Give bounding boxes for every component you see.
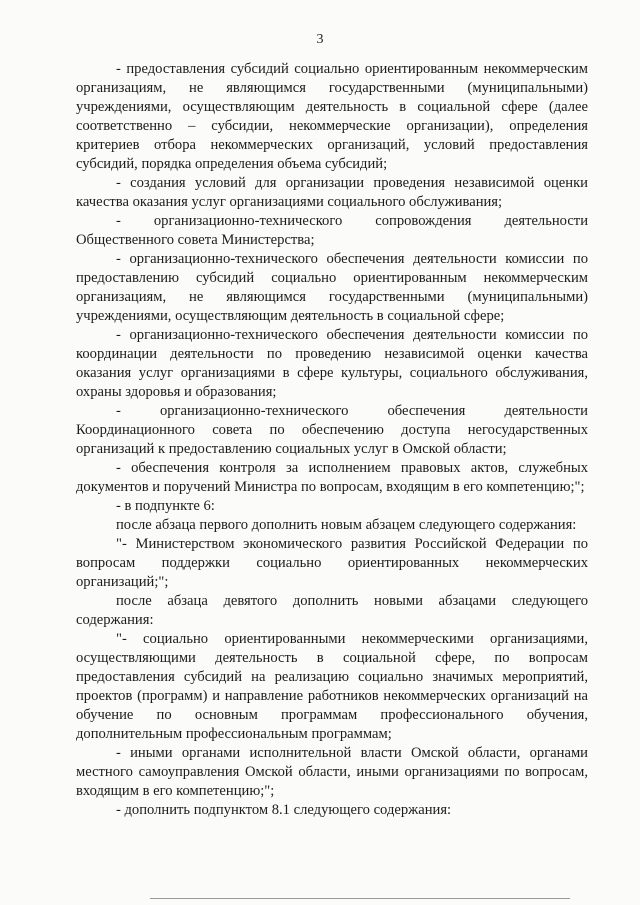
- paragraph: - организационно-технического обеспечения деятельности комиссии по координации деятельности по проведению независимой оценки качества оказания услуг организациями в сфере культуры, социального обслуживания, охраны здоровья и образования;: [76, 327, 588, 400]
- paragraph: - предоставления субсидий социально ориентированным некоммерческим организациям, не являющимся государственными (муниципальными) учреждениями, осуществляющим деятельность в социальной сфере (далее соответственно – субсидии, некоммерческие организации), определения критериев отбора некоммерческих организаций, условий предоставления субсидий, порядка определения объема субсидий;: [76, 61, 588, 172]
- paragraph: - иными органами исполнительной власти Омской области, органами местного самоуправления Омской области, иными организациями по вопросам, входящим в его компетенцию;";: [76, 745, 588, 799]
- paragraph: - организационно-технического обеспечения деятельности комиссии по предоставлению субсидий социально ориентированным некоммерческим организациям, не являющимся государственными (муниципальными) учреждениями, осуществляющим деятельность в социальной сфере;: [76, 251, 588, 324]
- paragraph: "- социально ориентированными некоммерческими организациями, осуществляющими деятельность в социальной сфере, по вопросам предоставления субсидий на реализацию социально значимых мероприятий, проектов (программ) и направление работников некоммерческих организаций на обучение по основным программам профессионального обучения, дополнительным профессиональным программам;: [76, 631, 588, 742]
- paragraph: после абзаца первого дополнить новым абзацем следующего содержания:: [116, 517, 577, 533]
- paragraph: - обеспечения контроля за исполнением правовых актов, служебных документов и поручений Министра по вопросам, входящим в его компетенцию;";: [76, 460, 588, 495]
- paragraph: "- Министерством экономического развития Российской Федерации по вопросам поддержки социально ориентированных некоммерческих организаций;";: [76, 536, 588, 590]
- document-body: [76, 60, 588, 820]
- scan-edge-line: [150, 898, 570, 899]
- paragraph: - дополнить подпунктом 8.1 следующего содержания:: [116, 802, 452, 818]
- paragraph: после абзаца девятого дополнить новыми абзацами следующего содержания:: [76, 593, 588, 628]
- paragraph: - организационно-технического сопровождения деятельности Общественного совета Министерства;: [76, 213, 588, 248]
- page-number: 3: [316, 32, 324, 47]
- paragraph: - создания условий для организации проведения независимой оценки качества оказания услуг организациями социального обслуживания;: [76, 175, 588, 210]
- paragraph: - в подпункте 6:: [116, 498, 215, 514]
- paragraph: - организационно-технического обеспечения деятельности Координационного совета по обеспечению доступа негосударственных организаций к предоставлению социальных услуг в Омской области;: [76, 403, 588, 457]
